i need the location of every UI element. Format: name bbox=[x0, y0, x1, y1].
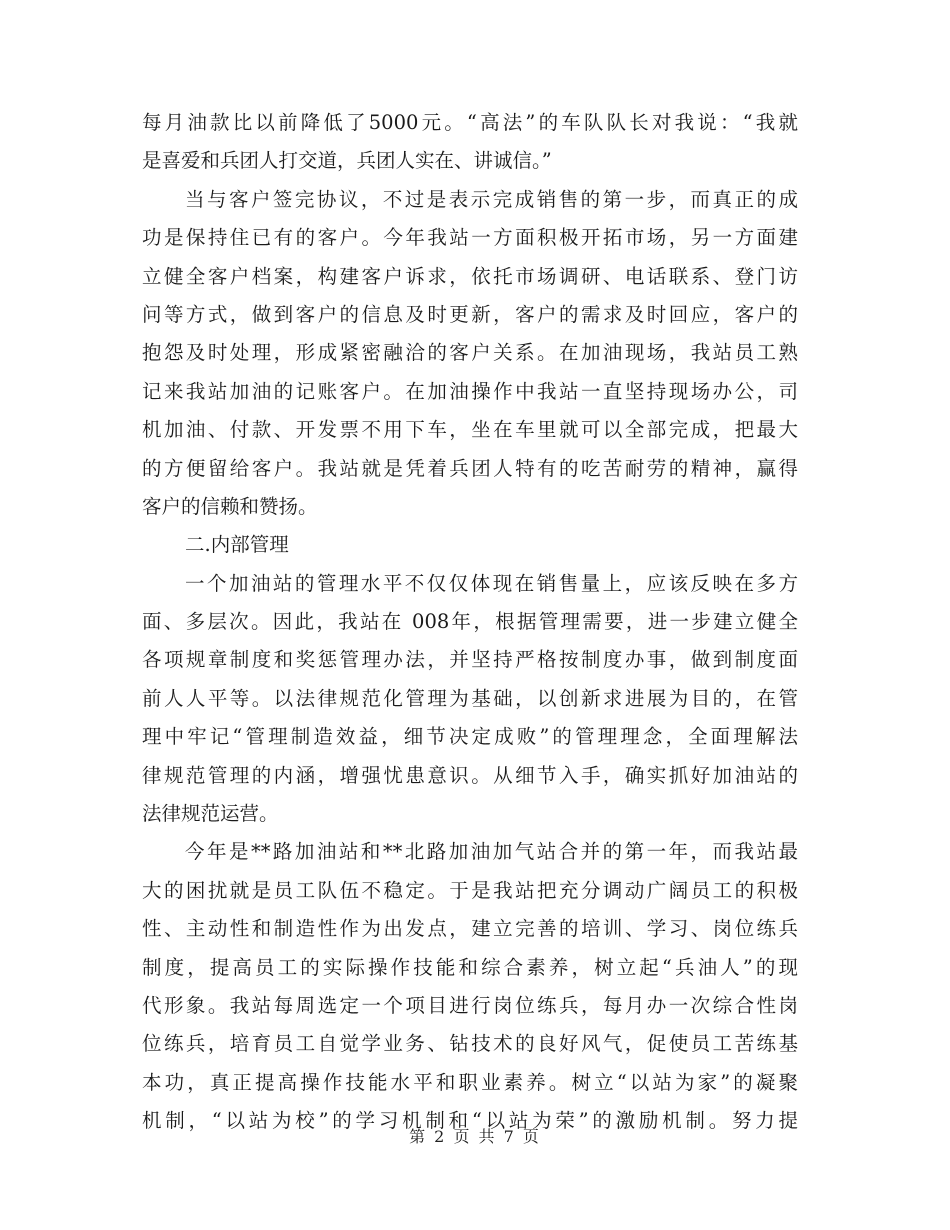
text-line: 各项规章制度和奖惩管理办法，并坚持严格按制度办事，做到制度面 bbox=[142, 648, 798, 672]
text-line: 机制，“以站为校”的学习机制和“以站为荣”的激励机制。努力提 bbox=[142, 1109, 798, 1133]
text-line: 性、主动性和制造性作为出发点，建立完善的培训、学习、岗位练兵 bbox=[142, 917, 798, 941]
text-line: 功是保持住已有的客户。今年我站一方面积极开拓市场，另一方面建 bbox=[142, 226, 798, 250]
document-body bbox=[142, 104, 798, 1141]
text-line: 是喜爱和兵团人打交道，兵团人实在、讲诚信。” bbox=[142, 149, 552, 173]
text-line: 本功，真正提高操作技能水平和职业素养。树立“以站为家”的凝聚 bbox=[142, 1070, 798, 1094]
text-line: 大的困扰就是员工队伍不稳定。于是我站把充分调动广阔员工的积极 bbox=[142, 878, 798, 902]
text-line: 法律规范运营。 bbox=[142, 802, 279, 826]
text-line: 当与客户签完协议，不过是表示完成销售的第一步，而真正的成 bbox=[185, 187, 798, 211]
text-line: 一个加油站的管理水平不仅仅体现在销售量上，应该反映在多方 bbox=[185, 571, 798, 595]
text-line: 立健全客户档案，构建客户诉求，依托市场调研、电话联系、登门访 bbox=[142, 264, 798, 288]
text-line: 代形象。我站每周选定一个项目进行岗位练兵，每月办一次综合性岗 bbox=[142, 993, 798, 1017]
text-line: 理中牢记“管理制造效益，细节决定成败”的管理理念，全面理解法 bbox=[142, 725, 798, 749]
text-line: 二.内部管理 bbox=[185, 533, 289, 557]
text-line: 每月油款比以前降低了5000元。“高法”的车队队长对我说：“我就 bbox=[142, 111, 798, 134]
text-line: 制度，提高员工的实际操作技能和综合素养，树立起“兵油人”的现 bbox=[142, 955, 798, 979]
text-line: 律规范管理的内涵，增强忧患意识。从细节入手，确实抓好加油站的 bbox=[142, 763, 798, 787]
text-line: 的方便留给客户。我站就是凭着兵团人特有的吃苦耐劳的精神，赢得 bbox=[142, 456, 798, 480]
page-number-footer: 第 2 页 共 7 页 bbox=[409, 1127, 541, 1146]
text-line: 客户的信赖和赞扬。 bbox=[142, 494, 318, 518]
text-line: 位练兵，培育员工自觉学业务、钻技术的良好风气，促使员工苦练基 bbox=[142, 1032, 798, 1056]
text-line: 今年是**路加油站和**北路加油加气站合并的第一年，而我站最 bbox=[185, 840, 798, 864]
text-line: 前人人平等。以法律规范化管理为基础，以创新求进展为目的，在管 bbox=[142, 686, 798, 710]
text-line: 抱怨及时处理，形成紧密融洽的客户关系。在加油现场，我站员工熟 bbox=[142, 341, 798, 365]
text-line: 面、多层次。因此，我站在 008年，根据管理需要，进一步建立健全 bbox=[142, 610, 798, 634]
text-line: 机加油、付款、开发票不用下车，坐在车里就可以全部完成，把最大 bbox=[142, 418, 798, 442]
text-line: 问等方式，做到客户的信息及时更新，客户的需求及时回应，客户的 bbox=[142, 302, 798, 326]
text-line: 记来我站加油的记账客户。在加油操作中我站一直坚持现场办公，司 bbox=[142, 379, 798, 403]
